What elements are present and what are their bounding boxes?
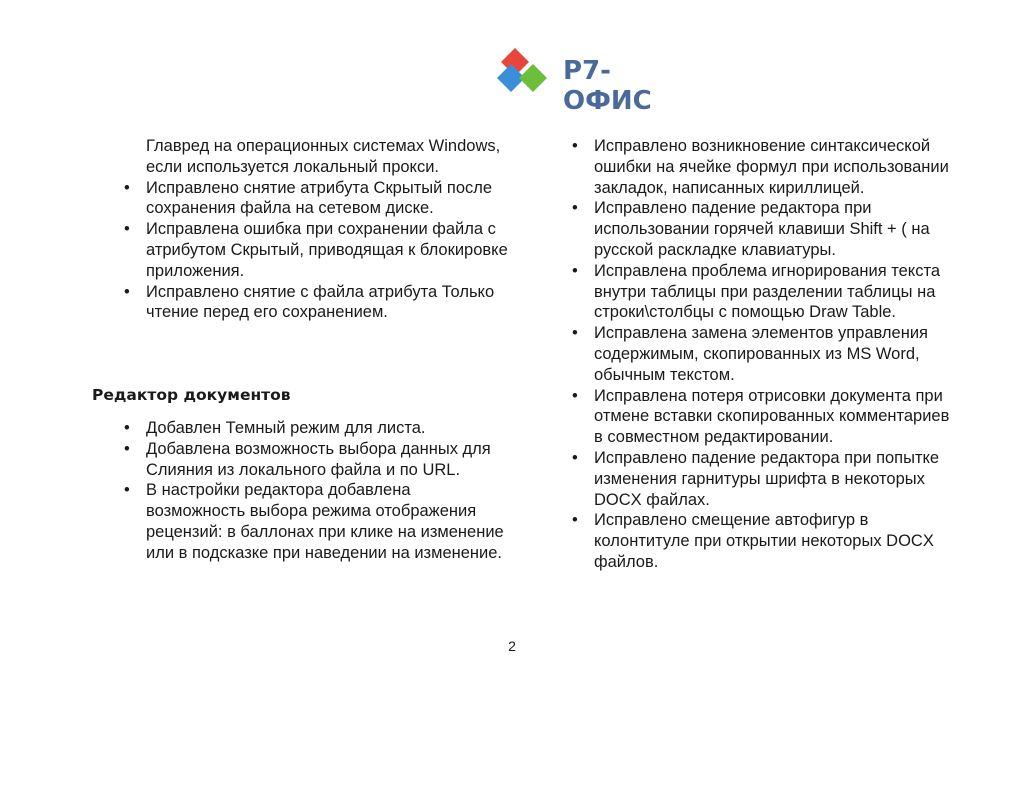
right-bullet-list [570, 136, 960, 573]
list-item: • Исправлено снятие с файла атрибута Только чтение перед его сохранением. [124, 282, 495, 322]
bullet-icon: • [572, 448, 578, 467]
left-bullet-list [122, 178, 512, 324]
bullet-icon: • [572, 137, 578, 155]
list-item: • Исправлена ошибка при сохранении файла с атрибутом Скрытый, приводящая к блокировке приложения. [124, 220, 508, 280]
list-item: • Исправлено снятие атрибута Скрытый после сохранения файла на сетевом диске. [124, 178, 493, 218]
list-item: • Добавлена возможность выбора данных для Слияния из локального файла и по URL. [124, 439, 491, 479]
bullet-icon: • [572, 511, 578, 530]
logo-mark-icon [495, 46, 559, 98]
list-item: • Исправлено падение редактора при использовании горячей клавиши Shift + ( на русской раскладке клавиатуры. [572, 199, 930, 259]
bullet-icon: • [124, 439, 130, 458]
list-item: • Исправлена потеря отрисовки документа при отмене вставки скопированных комментариев в совместном редактировании. [572, 386, 950, 447]
section-heading: Редактор документов [92, 386, 291, 404]
left-column [122, 136, 512, 323]
bullet-icon: • [572, 324, 578, 343]
bullet-icon: • [124, 178, 130, 197]
continuation-text: Главред на операционных системах Windows, если используется локальный прокси. [146, 137, 501, 176]
bullet-icon: • [124, 282, 130, 301]
bullet-icon: • [572, 261, 578, 280]
bullet-icon: • [124, 481, 130, 500]
list-item: • Исправлена проблема игнорирования текста внутри таблицы при разделении таблицы на строки\столбцы с помощью Draw Table. [572, 261, 940, 322]
section-column [122, 418, 512, 564]
section-bullet-list [122, 418, 512, 564]
page-number: 2 [508, 638, 516, 654]
list-item: • Исправлена замена элементов управления содержимым, скопированных из MS Word, обычным текстом. [572, 324, 928, 384]
bullet-icon: • [124, 419, 130, 437]
list-item: • Исправлено возникновение синтаксической ошибки на ячейке формул при использовании закладок, написанных кириллицей. [572, 137, 949, 197]
list-item: • Исправлено смещение автофигур в колонтитуле при открытии некоторых DOCX файлов. [572, 511, 934, 571]
bullet-icon: • [124, 220, 130, 239]
bullet-icon: • [572, 199, 578, 218]
logo-text: Р7-ОФИС [563, 56, 652, 116]
bullet-icon: • [572, 386, 578, 405]
list-item: • Исправлено падение редактора при попытке изменения гарнитуры шрифта в некоторых DOCX файлах. [572, 448, 940, 509]
list-item: • В настройки редактора добавлена возможность выбора режима отображения рецензий: в баллонах при клике на изменение или в подсказке при наведении на изменение. [124, 481, 504, 562]
company-logo [489, 42, 675, 116]
list-item: • Добавлен Темный режим для листа. [124, 419, 426, 437]
right-column [570, 136, 960, 573]
